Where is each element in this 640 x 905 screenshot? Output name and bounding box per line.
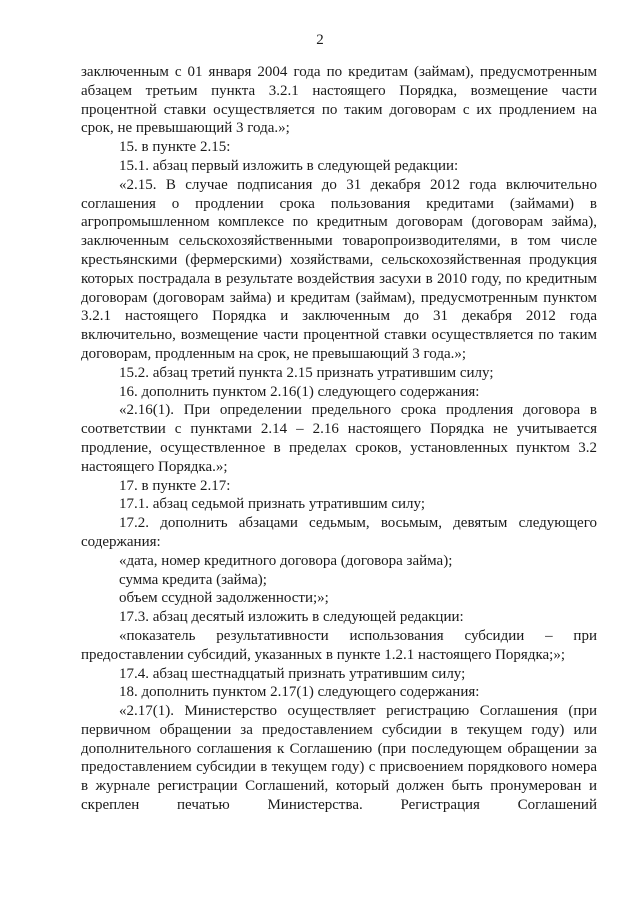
paragraph-p06: 16. дополнить пунктом 2.16(1) следующего содержания: bbox=[119, 383, 480, 400]
paragraph-p07: «2.16(1). При определении предельного срока продления договора в соответствии с пунктами 2.14 – 2.16 настоящего Порядка не учитывается продление, осуществленное в пределах сроков, установленных пунктом 3.2 настоящего Порядка.»; bbox=[81, 402, 597, 475]
paragraph-p05: 15.2. абзац третий пункта 2.15 признать утратившим силу; bbox=[119, 364, 494, 381]
paragraph-p12: сумма кредита (займа); bbox=[119, 571, 267, 588]
paragraph-p02: 15. в пункте 2.15: bbox=[119, 139, 231, 156]
paragraph-p08: 17. в пункте 2.17: bbox=[119, 477, 231, 494]
paragraph-p15: «показатель результативности использования субсидии – при предоставлении субсидий, указанных в пункте 1.2.1 настоящего Порядка;»; bbox=[81, 627, 597, 663]
paragraph-p14: 17.3. абзац десятый изложить в следующей редакции: bbox=[119, 609, 464, 626]
paragraph-p16: 17.4. абзац шестнадцатый признать утратившим силу; bbox=[119, 665, 466, 682]
paragraph-p17: 18. дополнить пунктом 2.17(1) следующего содержания: bbox=[119, 684, 480, 701]
paragraph-p01: заключенным с 01 января 2004 года по кредитам (займам), предусмотренным абзацем третьим пункта 3.2.1 настоящего Порядка, возмещение части процентной ставки осуществляется по таким договорам с их продлением на срок, не превышающий 3 года.»; bbox=[81, 64, 597, 137]
paragraph-p13: объем ссудной задолженности;»; bbox=[119, 590, 329, 607]
document-body bbox=[81, 63, 597, 815]
paragraph-p11: «дата, номер кредитного договора (договора займа); bbox=[119, 552, 453, 569]
paragraph-p09: 17.1. абзац седьмой признать утратившим силу; bbox=[119, 496, 425, 513]
paragraph-p04: «2.15. В случае подписания до 31 декабря 2012 года включительно соглашения о продлении срока пользования кредитами (займами) в агропромышленном комплексе по кредитным договорам (договорам займа), заключенным сельскохозяйственными товаропроизводителями, в том числе крестьянскими (фермерскими) хозяйствами, сельскохозяйственная продукция которых пострадала в результате воздействия засухи в 2010 году, по кредитным договорам (договорам займа) и кредитам (займам), предусмотренным пунктом 3.2.1 настоящего Порядка и заключенным до 31 декабря 2012 года включительно, возмещение части процентной ставки осуществляется по таким договорам, продленным на срок, не превышающий 3 года.»; bbox=[81, 176, 597, 362]
paragraph-p03: 15.1. абзац первый изложить в следующей редакции: bbox=[119, 157, 459, 174]
page-number: 2 bbox=[316, 32, 324, 48]
paragraph-p10: 17.2. дополнить абзацами седьмым, восьмым, девятым следующего содержания: bbox=[81, 515, 597, 550]
paragraph-p18: «2.17(1). Министерство осуществляет регистрацию Соглашения (при первичном обращении за предоставлением субсидии в текущем году) или дополнительного соглашения к Соглашению (при последующем обращении за предоставлением субсидии в текущем году) с присвоением порядкового номера в журнале регистрации Соглашений, который должен быть пронумерован и скреплен печатью Министерства. Регистрация Соглашений bbox=[81, 703, 597, 814]
